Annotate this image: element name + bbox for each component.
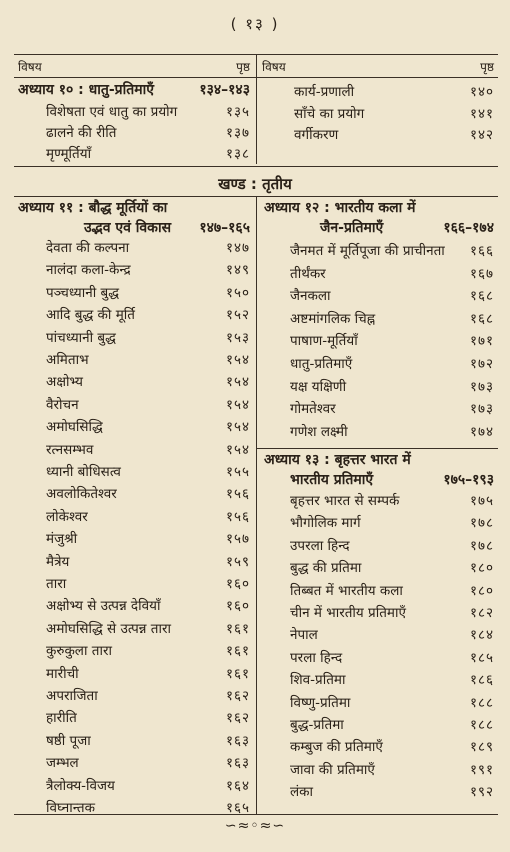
toc-entry-page: १८० <box>469 582 494 599</box>
toc-entry <box>46 595 250 617</box>
toc-entry-page: १५३ <box>225 329 250 346</box>
toc-entry <box>46 122 250 144</box>
chapter-11-heading-line-1 <box>18 198 250 218</box>
toc-entry <box>46 259 250 281</box>
toc-entry <box>46 640 250 662</box>
toc-entry <box>46 618 250 640</box>
toc-entry-page: १६२ <box>225 710 250 727</box>
toc-entry <box>46 752 250 774</box>
chapter-13-heading-line-1 <box>264 450 494 470</box>
toc-entry <box>290 759 494 781</box>
toc-entry <box>46 282 250 304</box>
toc-entry-page: १६४ <box>225 777 250 794</box>
toc-entry <box>290 535 494 557</box>
toc-entry-page: १४९ <box>225 262 250 279</box>
toc-entry <box>290 490 494 512</box>
toc-entry-page: १४१ <box>469 105 494 122</box>
toc-entry <box>46 461 250 483</box>
toc-entry <box>46 143 250 165</box>
toc-entry <box>46 730 250 752</box>
chapter-13-range: १७५–१९३ <box>443 472 494 488</box>
toc-entry-page: १६१ <box>225 620 250 637</box>
toc-entry-page: १४७ <box>225 240 250 256</box>
toc-entry-page: १८५ <box>469 649 494 666</box>
toc-entry-title: उपरला हिन्द <box>290 537 350 554</box>
toc-entry-page: १७८ <box>469 537 494 554</box>
toc-entry-title: अवलोकितेश्वर <box>46 486 117 503</box>
toc-entry <box>46 237 250 259</box>
toc-entry-title: षष्ठी पूजा <box>46 732 91 749</box>
toc-entry-title: त्रैलोक्य-विजय <box>46 777 115 794</box>
toc-entry <box>46 551 250 573</box>
toc-entry <box>46 349 250 371</box>
chapter-10-heading <box>18 80 250 100</box>
toc-entry <box>290 263 494 285</box>
header-subject-label: विषय <box>18 60 42 74</box>
toc-entry-title: लोकेश्वर <box>46 508 88 525</box>
toc-entry-page: १५६ <box>225 486 250 503</box>
toc-entry-title: बृहत्तर भारत से सम्पर्क <box>290 493 400 509</box>
toc-entry-title: कार्य-प्रणाली <box>294 84 355 100</box>
chapter-13-title-line-1: अध्याय १३ : बृहत्तर भारत में <box>264 452 411 468</box>
chapter-13-top-rule <box>256 448 498 449</box>
toc-entry-title: मारीची <box>46 665 79 682</box>
toc-entry-page: १७३ <box>469 401 494 418</box>
toc-entry-title: आदि बुद्ध की मूर्ति <box>46 307 135 324</box>
toc-entry-title: जम्भल <box>46 755 79 772</box>
toc-entry-title: रत्नसम्भव <box>46 441 94 458</box>
toc-entry <box>46 371 250 393</box>
toc-entry-title: जैनमत में मूर्तिपूजा की प्राचीनता <box>290 243 445 259</box>
toc-entry-page: १६० <box>225 598 250 615</box>
toc-entry-page: १८० <box>469 560 494 577</box>
toc-entry <box>290 736 494 758</box>
toc-entry <box>290 714 494 736</box>
section-title: खण्ड : तृतीय <box>218 175 292 193</box>
toc-entry-page: १५४ <box>225 419 250 436</box>
toc-entry-title: कम्बुज की प्रतिमाएँ <box>290 739 383 756</box>
toc-entry <box>46 483 250 505</box>
toc-entry-title: चीन में भारतीय प्रतिमाएँ <box>290 605 406 621</box>
toc-entry-title: परला हिन्द <box>290 649 343 666</box>
page-number: ( १३ ) <box>230 15 280 33</box>
toc-entry <box>290 421 494 443</box>
toc-entry <box>46 707 250 729</box>
header-page-label: पृष्ठ <box>236 60 250 74</box>
toc-entry-page: १९२ <box>469 784 494 801</box>
toc-entry <box>46 101 250 123</box>
toc-entry <box>46 663 250 685</box>
toc-entry <box>290 308 494 330</box>
toc-entry-page: १७४ <box>469 423 494 440</box>
toc-entry-page: १३८ <box>225 146 250 162</box>
toc-entry-title: बुद्ध की प्रतिमा <box>290 560 362 577</box>
toc-entry-page: १६५ <box>225 800 250 816</box>
section-top-rule <box>14 166 498 167</box>
toc-entry <box>290 512 494 534</box>
chapter-12-heading-line-2 <box>320 218 494 238</box>
toc-entry-title: विघ्नान्तक <box>46 800 95 816</box>
toc-entry-page: १५९ <box>225 553 250 570</box>
toc-entry-page: १८४ <box>469 627 494 644</box>
toc-entry-page: १८६ <box>469 672 494 689</box>
chapter-11-heading-line-2 <box>84 218 250 238</box>
toc-entry-page: १७२ <box>469 356 494 372</box>
chapter-11-title-line-1: अध्याय ११ : बौद्ध मूर्तियों का <box>18 200 168 216</box>
toc-entry <box>46 797 250 819</box>
toc-entry-title: अमिताभ <box>46 352 89 368</box>
toc-entry <box>290 557 494 579</box>
toc-entry-title: ढालने की रीति <box>46 125 117 141</box>
toc-entry-page: १६७ <box>469 265 494 282</box>
toc-entry-page: १८२ <box>469 605 494 621</box>
toc-entry <box>290 669 494 691</box>
toc-entry <box>294 124 494 146</box>
toc-entry-title: विष्णु-प्रतिमा <box>290 694 351 711</box>
toc-entry-title: तारा <box>46 576 67 592</box>
toc-entry-page: १६१ <box>225 643 250 660</box>
chapter-13-heading-line-2 <box>290 470 494 490</box>
toc-entry-title: मैत्रेय <box>46 553 70 570</box>
toc-entry-page: १६० <box>225 576 250 592</box>
chapter-11-range: १४७–१६५ <box>199 220 250 236</box>
toc-entry <box>46 416 250 438</box>
lower-column-divider <box>256 196 257 814</box>
toc-entry-page: १४२ <box>469 127 494 143</box>
toc-entry-page: १५४ <box>225 374 250 391</box>
toc-entry-page: १८९ <box>469 739 494 756</box>
toc-entry <box>46 327 250 349</box>
toc-entry-page: १५४ <box>225 352 250 368</box>
toc-entry-title: देवता की कल्पना <box>46 240 130 256</box>
toc-entry-title: पाषाण-मूर्तियाँ <box>290 333 358 350</box>
chapter-13-title-line-2: भारतीय प्रतिमाएँ <box>290 472 374 488</box>
toc-entry-page: १७५ <box>469 493 494 509</box>
toc-entry-page: १५४ <box>225 396 250 413</box>
toc-entry-title: शिव-प्रतिमा <box>290 672 346 689</box>
toc-entry-page: १५७ <box>225 531 250 548</box>
toc-entry-title: मृण्मूर्तियाँ <box>46 146 92 162</box>
toc-entry <box>46 394 250 416</box>
toc-entry-page: १८८ <box>469 694 494 711</box>
toc-entry-title: भौगोलिक मार्ग <box>290 515 361 532</box>
chapter-10-title: अध्याय १० : धातु-प्रतिमाएँ <box>18 82 154 98</box>
toc-entry <box>290 240 494 262</box>
toc-entry <box>46 573 250 595</box>
toc-entry-title: कुरुकुला तारा <box>46 643 112 660</box>
toc-entry-page: १८८ <box>469 717 494 733</box>
toc-entry-page: १५४ <box>225 441 250 458</box>
toc-entry-title: अमोघसिद्धि <box>46 419 103 436</box>
toc-entry-title: अमोघसिद्धि से उत्पन्न तारा <box>46 620 171 637</box>
toc-entry-page: १५० <box>225 284 250 301</box>
header-right <box>262 58 494 78</box>
toc-entry-page: १५५ <box>225 464 250 480</box>
chapter-12-title-line-2: जैन-प्रतिमाएँ <box>320 220 384 236</box>
chapter-10-range: १३४–१४३ <box>199 82 250 98</box>
toc-entry <box>290 692 494 714</box>
chapter-12-title-line-1: अध्याय १२ : भारतीय कला में <box>264 200 416 216</box>
toc-entry-page: १५२ <box>225 307 250 324</box>
toc-entry-page: १३७ <box>225 125 250 141</box>
toc-entry-page: १७८ <box>469 515 494 532</box>
toc-entry-title: अपराजिता <box>46 688 98 704</box>
toc-entry <box>290 624 494 646</box>
toc-entry-title: तिब्बत में भारतीय कला <box>290 582 403 599</box>
toc-entry <box>290 781 494 803</box>
page-ornament: ∽≈◦≈∽ <box>224 818 286 834</box>
toc-entry-page: १६६ <box>469 243 494 259</box>
toc-entry <box>294 103 494 125</box>
header-subject-label: विषय <box>262 60 286 74</box>
toc-entry-title: वैरोचन <box>46 396 79 413</box>
toc-entry-page: १६२ <box>225 688 250 704</box>
toc-entry-page: १६८ <box>469 310 494 327</box>
toc-entry-page: १९१ <box>469 761 494 778</box>
toc-entry-title: अक्षोभ्य से उत्पन्न देवियाँ <box>46 598 161 615</box>
toc-entry-title: ध्यानी बोधिसत्व <box>46 464 121 480</box>
toc-entry <box>46 439 250 461</box>
toc-entry-page: १३५ <box>225 104 250 120</box>
chapter-12-heading-line-1 <box>264 198 494 218</box>
toc-entry-title: नेपाल <box>290 627 318 644</box>
toc-entry-page: १४० <box>469 84 494 100</box>
header-page-label: पृष्ठ <box>480 60 494 74</box>
toc-entry-page: १५६ <box>225 508 250 525</box>
toc-entry <box>46 506 250 528</box>
toc-entry-title: साँचे का प्रयोग <box>294 105 365 122</box>
toc-entry-title: तीर्थंकर <box>290 265 326 282</box>
toc-entry <box>290 398 494 420</box>
toc-entry <box>46 304 250 326</box>
chapter-12-range: १६६–१७४ <box>443 220 494 236</box>
toc-entry-title: बुद्ध-प्रतिमा <box>290 717 344 733</box>
toc-entry-title: यक्ष यक्षिणी <box>290 378 347 395</box>
toc-entry <box>46 775 250 797</box>
toc-entry <box>294 81 494 103</box>
toc-entry-page: १६३ <box>225 755 250 772</box>
toc-entry-page: १६८ <box>469 288 494 305</box>
toc-entry <box>46 685 250 707</box>
toc-entry-title: विशेषता एवं धातु का प्रयोग <box>46 104 178 120</box>
toc-entry-title: जैनकला <box>290 288 331 305</box>
toc-entry-title: मंजुश्री <box>46 531 78 548</box>
header-left <box>18 58 250 78</box>
toc-entry <box>290 353 494 375</box>
toc-entry-page: १७३ <box>469 378 494 395</box>
toc-entry-title: गणेश लक्ष्मी <box>290 423 348 440</box>
toc-entry-title: पांचध्यानी बुद्ध <box>46 329 116 346</box>
page-bottom-rule <box>14 814 498 815</box>
toc-entry <box>290 580 494 602</box>
toc-entry <box>290 285 494 307</box>
toc-entry-title: लंका <box>290 784 314 801</box>
toc-entry <box>290 647 494 669</box>
toc-entry <box>290 602 494 624</box>
toc-entry-page: १६३ <box>225 732 250 749</box>
toc-entry-title: जावा की प्रतिमाएँ <box>290 761 375 778</box>
chapter-11-title-line-2: उद्भव एवं विकास <box>84 220 172 236</box>
toc-entry-page: १६१ <box>225 665 250 682</box>
toc-entry <box>290 330 494 352</box>
top-column-divider <box>256 54 257 164</box>
toc-entry <box>290 376 494 398</box>
toc-entry <box>46 528 250 550</box>
toc-entry-title: गोमतेश्वर <box>290 401 336 418</box>
toc-entry-title: पञ्चध्यानी बुद्ध <box>46 284 119 301</box>
toc-entry-title: धातु-प्रतिमाएँ <box>290 356 353 372</box>
toc-entry-title: हारीति <box>46 710 77 727</box>
toc-entry-title: अष्टमांगलिक चिह्न <box>290 310 376 327</box>
toc-entry-title: वर्गीकरण <box>294 127 339 143</box>
toc-entry-page: १७१ <box>469 333 494 350</box>
toc-entry-title: अक्षोभ्य <box>46 374 83 391</box>
toc-entry-title: नालंदा कला-केन्द्र <box>46 262 131 279</box>
